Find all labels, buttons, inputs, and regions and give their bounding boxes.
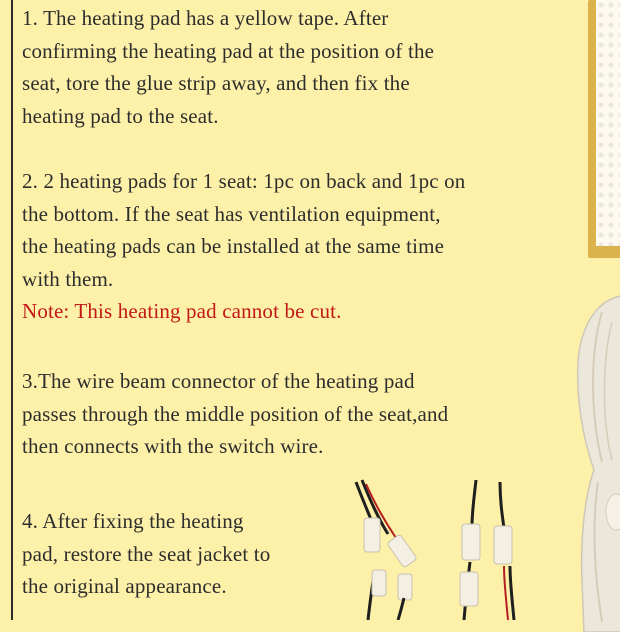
step-4-line: 4. After fixing the heating bbox=[22, 509, 244, 533]
step-2-line: the heating pads can be installed at the same time bbox=[22, 234, 445, 258]
heating-pad-image bbox=[588, 0, 620, 258]
step-1-line: heating pad to the seat. bbox=[22, 103, 219, 128]
cut-warning-note: Note: This heating pad cannot be cut. bbox=[22, 299, 342, 323]
heating-pad-surface bbox=[596, 0, 620, 246]
step-1-line: confirming the heating pad at the position of the bbox=[22, 38, 435, 63]
step-2-line: 2. 2 heating pads for 1 seat: 1pc on back and 1pc on bbox=[22, 169, 466, 193]
car-seat-image bbox=[572, 292, 620, 632]
step-2-line: the bottom. If the seat has ventilation equipment, bbox=[22, 201, 441, 226]
left-margin-rule bbox=[11, 0, 13, 620]
step-3-line: passes through the middle position of the seat,and bbox=[22, 401, 449, 426]
step-2-line: with them. bbox=[22, 266, 114, 291]
step-4-line: the original appearance. bbox=[22, 574, 227, 598]
step-4-line: pad, restore the seat jacket to bbox=[22, 541, 271, 566]
step-2-paragraph bbox=[22, 165, 465, 328]
step-1-line: seat, tore the glue strip away, and then fix the bbox=[22, 71, 410, 95]
step-1-line: 1. The heating pad has a yellow tape. After bbox=[22, 6, 389, 30]
step-3-paragraph bbox=[22, 365, 448, 463]
step-4-paragraph bbox=[22, 505, 270, 603]
wire-connectors-image bbox=[348, 478, 538, 620]
step-1-paragraph bbox=[22, 2, 434, 132]
step-3-line: 3.The wire beam connector of the heating pad bbox=[22, 369, 415, 393]
step-3-line: then connects with the switch wire. bbox=[22, 434, 324, 458]
